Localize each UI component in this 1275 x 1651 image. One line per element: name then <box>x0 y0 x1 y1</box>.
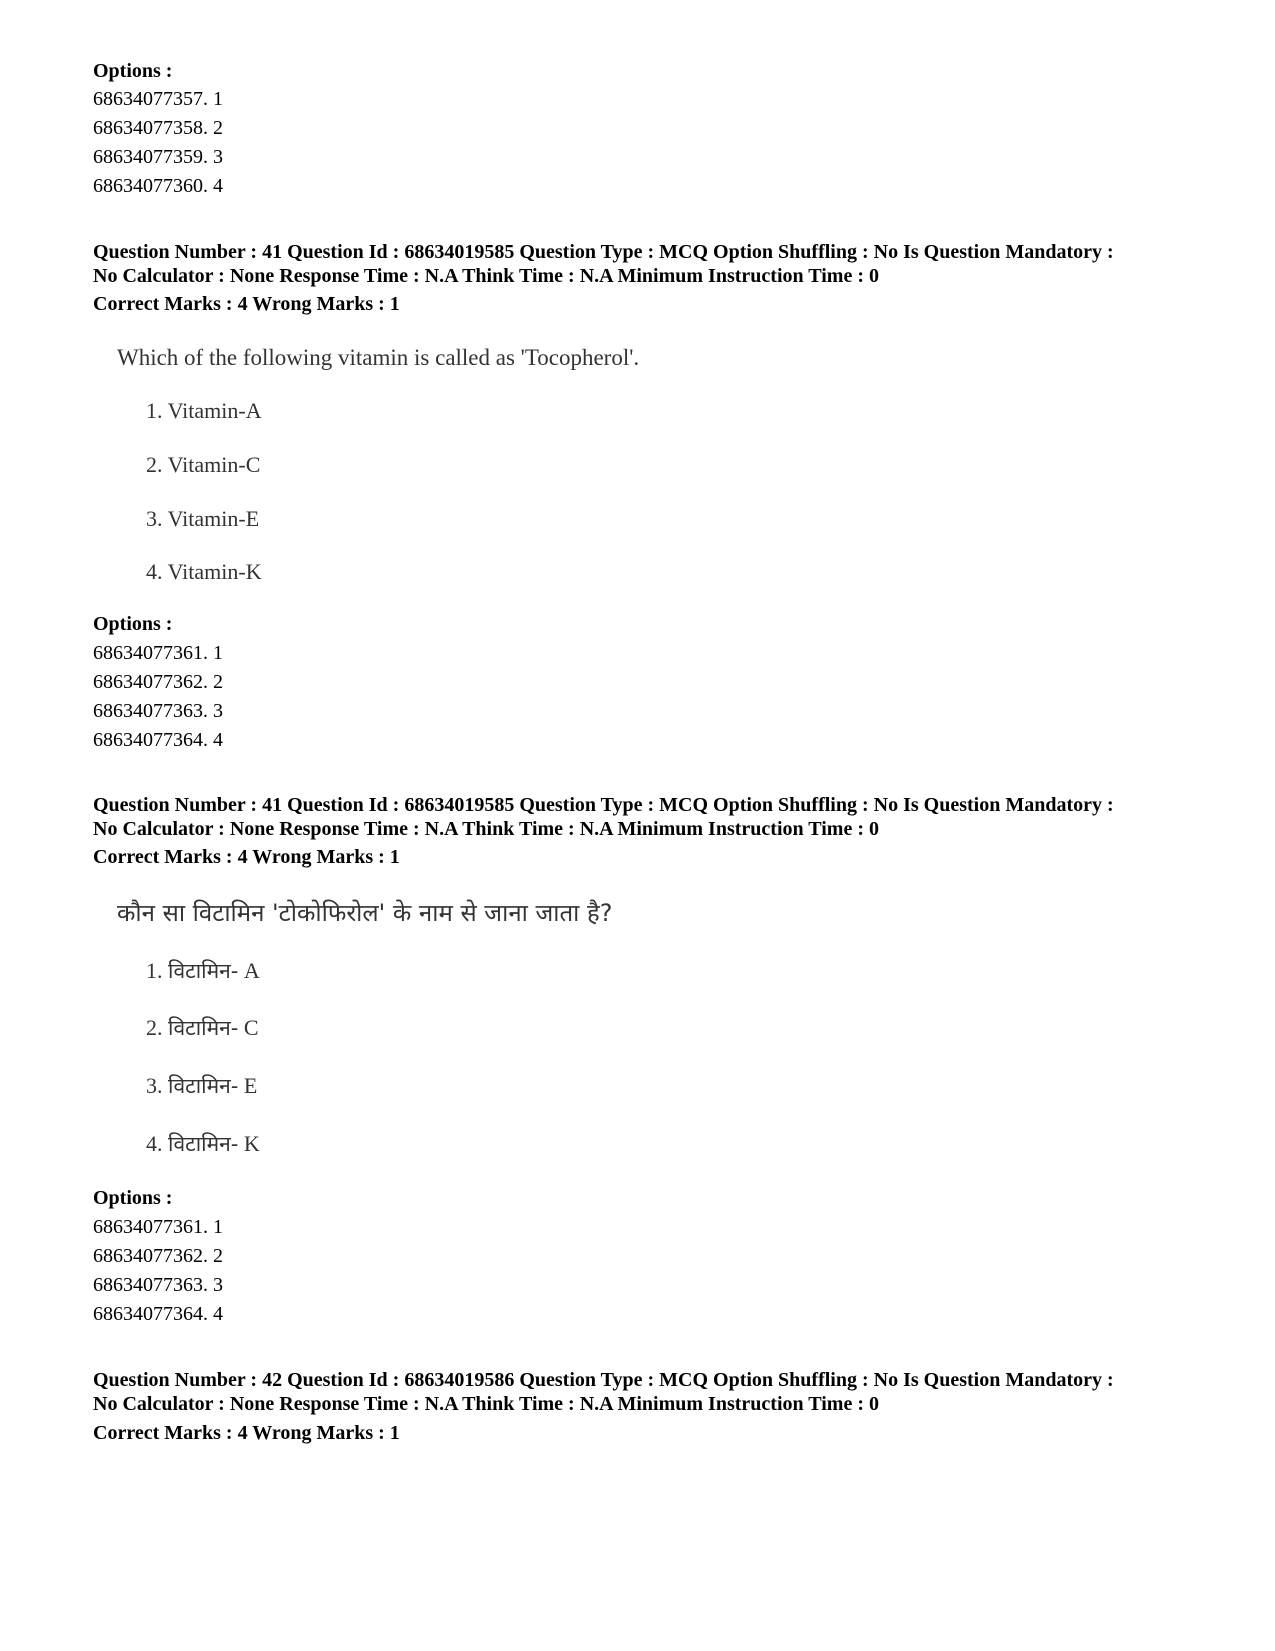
answer-choice: 1. Vitamin-A <box>146 398 262 423</box>
answer-choice: 4. Vitamin-K <box>146 559 262 584</box>
question-meta-line: No Calculator : None Response Time : N.A Think Time : N.A Minimum Instruction Time : 0 <box>93 265 879 287</box>
answer-choice: 3. विटामिन- E <box>146 1073 258 1098</box>
options-label: Options : <box>93 1187 173 1209</box>
options-label: Options : <box>93 60 173 82</box>
option-line: 68634077359. 3 <box>93 146 223 168</box>
option-line: 68634077363. 3 <box>93 700 223 722</box>
option-line: 68634077362. 2 <box>93 1245 223 1267</box>
options-label: Options : <box>93 613 173 635</box>
question-meta-line: Question Number : 41 Question Id : 68634019585 Question Type : MCQ Option Shuffling : No Is Question Mandatory : <box>93 241 1114 263</box>
question-meta-line: No Calculator : None Response Time : N.A Think Time : N.A Minimum Instruction Time : 0 <box>93 818 879 840</box>
option-line: 68634077361. 1 <box>93 1216 223 1238</box>
question-meta-line: No Calculator : None Response Time : N.A Think Time : N.A Minimum Instruction Time : 0 <box>93 1393 879 1415</box>
answer-choice: 3. Vitamin-E <box>146 506 260 531</box>
question-marks: Correct Marks : 4 Wrong Marks : 1 <box>93 1422 400 1444</box>
question-meta-line: Question Number : 42 Question Id : 68634019586 Question Type : MCQ Option Shuffling : No Is Question Mandatory : <box>93 1369 1114 1391</box>
option-line: 68634077363. 3 <box>93 1274 223 1296</box>
option-line: 68634077364. 4 <box>93 1303 223 1325</box>
question-marks: Correct Marks : 4 Wrong Marks : 1 <box>93 846 400 868</box>
answer-choice: 2. Vitamin-C <box>146 452 261 477</box>
answer-choice: 2. विटामिन- C <box>146 1015 259 1040</box>
answer-choice: 1. विटामिन- A <box>146 958 260 983</box>
question-marks: Correct Marks : 4 Wrong Marks : 1 <box>93 293 400 315</box>
option-line: 68634077362. 2 <box>93 671 223 693</box>
option-line: 68634077358. 2 <box>93 117 223 139</box>
option-line: 68634077364. 4 <box>93 729 223 751</box>
question-meta-line: Question Number : 41 Question Id : 68634019585 Question Type : MCQ Option Shuffling : No Is Question Mandatory : <box>93 794 1114 816</box>
answer-choice: 4. विटामिन- K <box>146 1131 260 1156</box>
option-line: 68634077357. 1 <box>93 88 223 110</box>
option-line: 68634077361. 1 <box>93 642 223 664</box>
option-line: 68634077360. 4 <box>93 175 223 197</box>
question-text: Which of the following vitamin is called as 'Tocopherol'. <box>117 345 640 370</box>
question-text: कौन सा विटामिन 'टोकोफिरोल' के नाम से जाना जाता है? <box>117 899 613 927</box>
